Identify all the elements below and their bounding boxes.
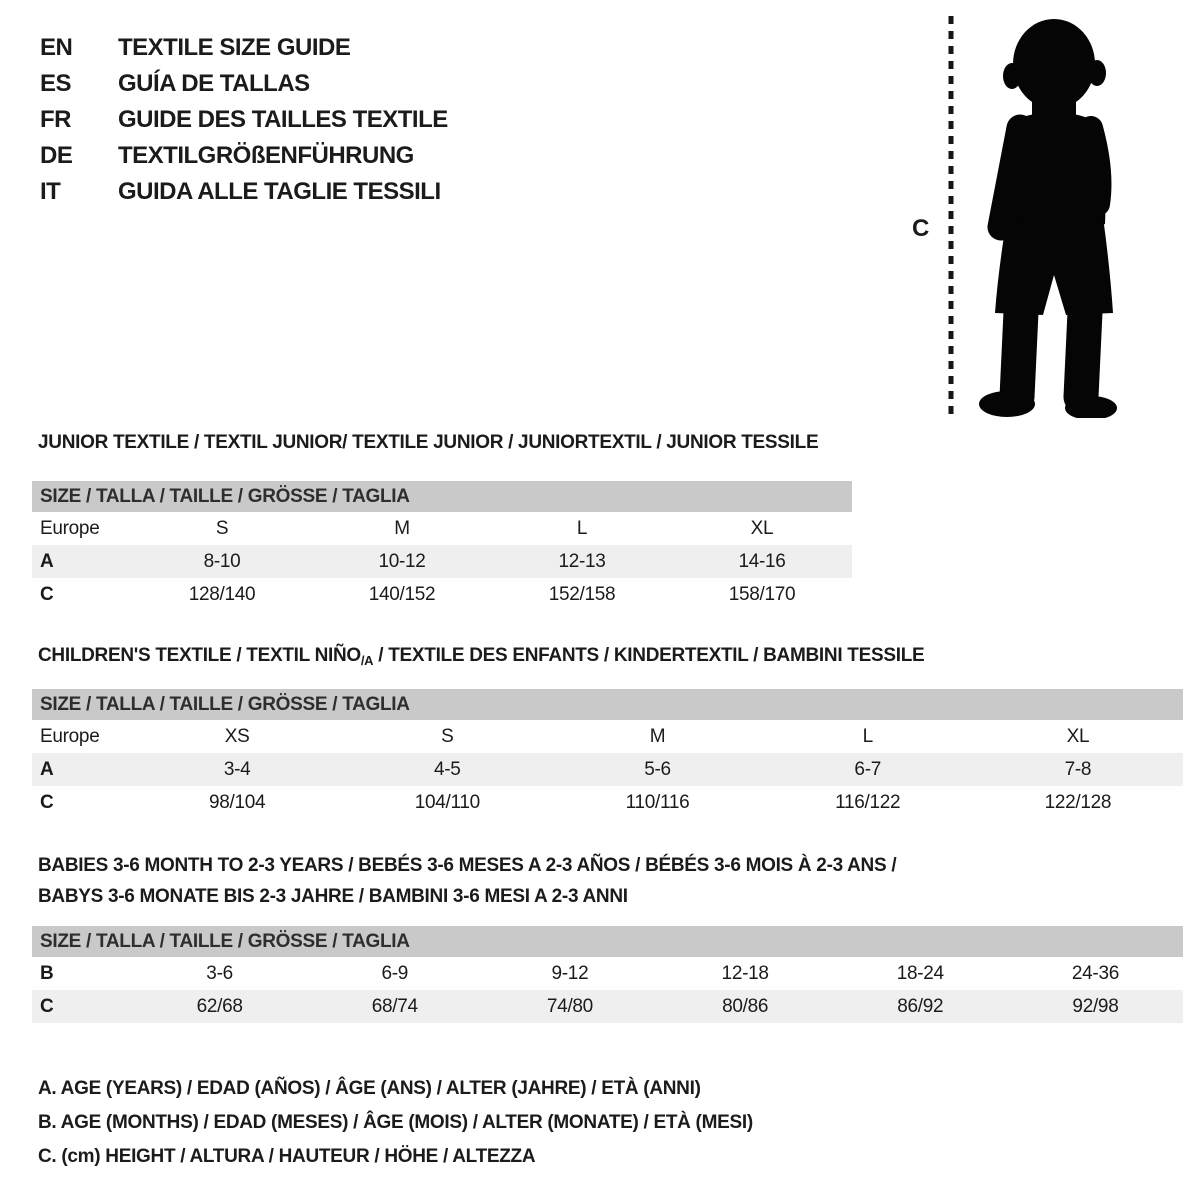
size-cell: XL [1066, 725, 1090, 747]
language-row-es [40, 66, 448, 102]
height-cell: 80/86 [722, 995, 769, 1017]
measure-legend [38, 1072, 753, 1174]
months-cell: 24-36 [1071, 962, 1119, 984]
dashed-height-line [946, 16, 956, 420]
months-cell: 18-24 [896, 962, 944, 984]
size-cell: XS [224, 725, 250, 747]
language-code: FR [40, 106, 71, 133]
table-row-europe [32, 720, 1183, 753]
table-row-europe [32, 512, 852, 545]
height-cell: 158/170 [728, 583, 796, 605]
size-cell: XL [750, 517, 774, 539]
language-title-list [40, 30, 448, 210]
table-row-months [32, 957, 1183, 990]
row-label: B [40, 962, 54, 984]
size-cell: S [441, 725, 454, 747]
toddler-silhouette-icon [960, 14, 1142, 418]
height-cell: 74/80 [546, 995, 593, 1017]
babies-title-line2: BABYS 3-6 MONATE BIS 2-3 JAHRE / BAMBINI 3-6 MESI A 2-3 ANNI [38, 886, 628, 907]
junior-size-table [32, 481, 852, 611]
table-row-age [32, 753, 1183, 786]
height-cell: 104/110 [414, 791, 480, 813]
table-row-height [32, 578, 852, 611]
babies-section-title [38, 850, 896, 912]
legend-age-years: A. AGE (YEARS) / EDAD (AÑOS) / ÂGE (ANS) / ALTER (JAHRE) / ETÀ (ANNI) [38, 1078, 701, 1099]
height-cell: 68/74 [371, 995, 418, 1017]
size-cell: L [862, 725, 873, 747]
age-cell: 14-16 [738, 550, 786, 572]
children-title-subscript: /A [360, 653, 374, 668]
children-section-title [38, 645, 924, 668]
row-label: C [40, 791, 54, 813]
table-row-age [32, 545, 852, 578]
size-cell: L [576, 517, 588, 539]
height-cell: 62/68 [196, 995, 243, 1017]
junior-section-title: JUNIOR TEXTILE / TEXTIL JUNIOR/ TEXTILE JUNIOR / JUNIORTEXTIL / JUNIOR TESSILE [38, 432, 819, 453]
guide-title-es: GUÍA DE TALLAS [118, 70, 310, 97]
size-header-band: SIZE / TALLA / TAILLE / GRÖSSE / TAGLIA [32, 689, 1183, 720]
babies-size-table [32, 926, 1183, 1023]
age-cell: 4-5 [434, 758, 461, 780]
children-size-table [32, 689, 1183, 819]
language-row-en [40, 30, 448, 66]
size-cell: S [215, 517, 229, 539]
guide-title-en: TEXTILE SIZE GUIDE [118, 34, 351, 61]
language-row-fr [40, 102, 448, 138]
guide-title-fr: GUIDE DES TAILLES TEXTILE [118, 106, 448, 133]
row-label: C [40, 583, 54, 605]
guide-title-it: GUIDA ALLE TAGLIE TESSILI [118, 178, 441, 205]
age-cell: 6-7 [854, 758, 881, 780]
children-title-pre: CHILDREN'S TEXTILE / TEXTIL NIÑO [38, 645, 361, 666]
row-label: A [40, 550, 54, 572]
language-code: EN [40, 34, 73, 61]
language-code: DE [40, 142, 73, 169]
height-cell: 110/116 [625, 791, 690, 813]
months-cell: 9-12 [551, 962, 589, 984]
row-label: A [40, 758, 54, 780]
age-cell: 12-13 [558, 550, 606, 572]
babies-title-line1: BABIES 3-6 MONTH TO 2-3 YEARS / BEBÉS 3-6 MESES A 2-3 AÑOS / BÉBÉS 3-6 MOIS À 2-3 ANS / [38, 855, 897, 876]
language-row-de [40, 138, 448, 174]
months-cell: 3-6 [206, 962, 233, 984]
size-header-band: SIZE / TALLA / TAILLE / GRÖSSE / TAGLIA [32, 926, 1183, 957]
height-cell: 116/122 [835, 791, 901, 813]
size-cell: M [394, 517, 410, 539]
language-code: IT [40, 178, 61, 205]
children-title-post: / TEXTILE DES ENFANTS / KINDERTEXTIL / BAMBINI TESSILE [373, 645, 925, 666]
size-cell: M [649, 725, 666, 747]
language-row-it [40, 174, 448, 210]
legend-height-cm: C. (cm) HEIGHT / ALTURA / HAUTEUR / HÖHE / ALTEZZA [38, 1146, 536, 1167]
height-cell: 122/128 [1044, 791, 1112, 813]
age-cell: 3-4 [223, 758, 251, 780]
height-cell: 98/104 [208, 791, 266, 813]
table-row-height [32, 786, 1183, 819]
legend-age-months: B. AGE (MONTHS) / EDAD (MESES) / ÂGE (MOIS) / ALTER (MONATE) / ETÀ (MESI) [38, 1112, 753, 1133]
row-label: C [40, 995, 54, 1017]
age-cell: 7-8 [1064, 758, 1092, 780]
language-code: ES [40, 70, 72, 97]
age-cell: 8-10 [203, 550, 241, 572]
age-cell: 5-6 [644, 758, 671, 780]
height-cell: 140/152 [368, 583, 436, 605]
height-cell: 128/140 [188, 583, 256, 605]
height-cell: 86/92 [897, 995, 944, 1017]
height-cell: 92/98 [1072, 995, 1119, 1017]
guide-title-de: TEXTILGRÖßENFÜHRUNG [118, 142, 414, 169]
months-cell: 12-18 [721, 962, 769, 984]
height-measure-label: C [912, 215, 930, 242]
age-cell: 10-12 [378, 550, 426, 572]
row-label: Europe [40, 725, 100, 747]
months-cell: 6-9 [381, 962, 409, 984]
table-row-height [32, 990, 1183, 1023]
height-cell: 152/158 [548, 583, 616, 605]
row-label: Europe [40, 517, 100, 539]
size-header-band: SIZE / TALLA / TAILLE / GRÖSSE / TAGLIA [32, 481, 852, 512]
